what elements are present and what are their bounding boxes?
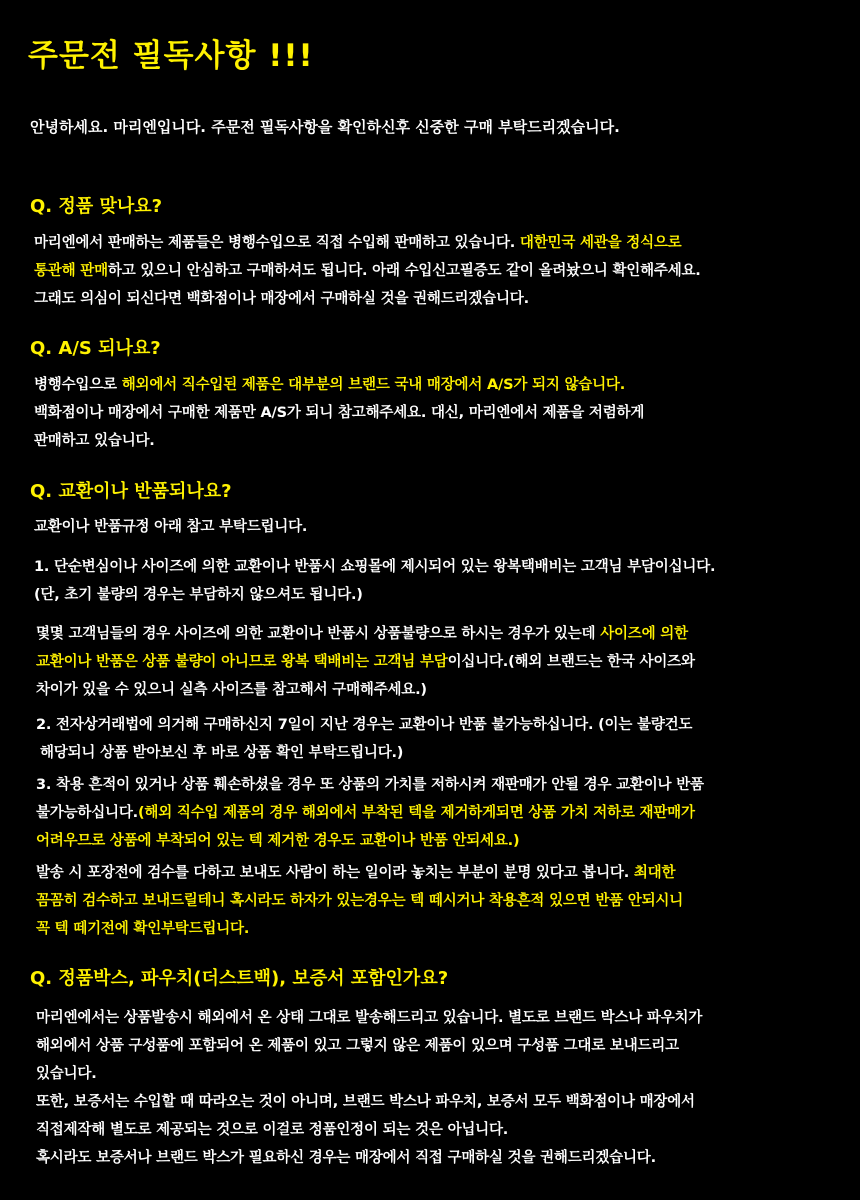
answer-box-pouch (36, 1004, 702, 1172)
exchange-rule-intro (34, 513, 307, 541)
exchange-rule-line: 교환이나 반품규정 아래 참고 부탁드립니다. (34, 519, 308, 535)
exchange-item-1 (34, 553, 715, 609)
highlight-text: 꼼꼼히 검수하고 보내드릴테니 혹시라도 하자가 있는경우는 텍 떼시거나 착용흔적 있으면 반품 안되시니 (36, 893, 684, 909)
exchange-size-note-line: 몇몇 고객님들의 경우 사이즈에 의한 교환이나 반품시 상품불량으로 하시는 경우가 있는데 (36, 626, 601, 642)
highlight-text: 통관해 판매 (34, 263, 108, 279)
highlight-text: 어려우므로 상품에 부착되어 있는 텍 제거한 경우도 교환이나 반품 안되세요.) (36, 833, 520, 849)
question-authentic: Q. 정품 맞나요? (30, 196, 163, 217)
exchange-item-2-line: 2. 전자상거래법에 의거해 구매하신지 7일이 지난 경우는 교환이나 반품 불가능하십니다. (이는 불량건도 (36, 717, 693, 733)
exchange-size-note (36, 620, 695, 704)
answer-as-line: 백화점이나 매장에서 구매한 제품만 A/S가 되니 참고해주세요. 대신, 마리엔에서 제품을 저렴하게 (34, 405, 645, 421)
question-exchange: Q. 교환이나 반품되나요? (30, 481, 232, 502)
shipping-inspection-note (36, 859, 683, 943)
answer-box-pouch-line: 마리엔에서는 상품발송시 해외에서 온 상태 그대로 발송해드리고 있습니다. 별도로 브랜드 박스나 파우치가 (36, 1010, 703, 1026)
highlight-text: 대한민국 세관을 정식으로 (519, 235, 682, 251)
exchange-item-2 (36, 711, 692, 767)
highlight-text: 해외에서 직수입된 제품은 대부분의 브랜드 국내 매장에서 A/S가 되지 않습니다. (121, 377, 626, 393)
page-title: 주문전 필독사항 !!! (28, 38, 314, 74)
exchange-item-1-line: (단, 초기 불량의 경우는 부담하지 않으셔도 됩니다.) (34, 587, 363, 603)
answer-box-pouch-line: 있습니다. (36, 1066, 97, 1082)
intro-text: 안녕하세요. 마리엔입니다. 주문전 필독사항을 확인하신후 신중한 구매 부탁드리겠습니다. (30, 118, 620, 136)
highlight-text: 교환이나 반품은 상품 불량이 아니므로 왕복 택배비는 고객님 부담 (36, 654, 448, 670)
exchange-item-3-line: 3. 착용 흔적이 있거나 상품 훼손하셨을 경우 또 상품의 가치를 저하시켜 재판매가 안될 경우 교환이나 반품 (36, 777, 704, 793)
answer-box-pouch-line: 직접제작해 별도로 제공되는 것으로 이걸로 정품인정이 되는 것은 아닙니다. (36, 1122, 509, 1138)
exchange-size-note-line: 차이가 있을 수 있으니 실측 사이즈를 참고해서 구매해주세요.) (36, 682, 427, 698)
highlight-text: (해외 직수입 제품의 경우 해외에서 부착된 텍을 제거하게되면 상품 가치 저하로 재판매가 (137, 805, 695, 821)
exchange-item-3-line: 불가능하십니다. (36, 805, 138, 821)
exchange-size-note-line: 이십니다.(해외 브랜드는 한국 사이즈와 (447, 654, 695, 670)
answer-authentic-line: 하고 있으니 안심하고 구매하셔도 됩니다. 아래 수입신고필증도 같이 올려놨으니 확인해주세요. (107, 263, 701, 279)
answer-box-pouch-line: 또한, 보증서는 수입할 때 따라오는 것이 아니며, 브랜드 박스나 파우치, 보증서 모두 백화점이나 매장에서 (36, 1094, 695, 1110)
answer-authentic-line: 그래도 의심이 되신다면 백화점이나 매장에서 구매하실 것을 권해드리겠습니다. (34, 291, 529, 307)
exchange-item-1-line: 1. 단순변심이나 사이즈에 의한 교환이나 반품시 쇼핑몰에 제시되어 있는 왕복택배비는 고객님 부담이십니다. (34, 559, 716, 575)
question-box-pouch: Q. 정품박스, 파우치(더스트백), 보증서 포함인가요? (30, 968, 449, 989)
shipping-inspection-line: 발송 시 포장전에 검수를 다하고 보내도 사람이 하는 일이라 놓치는 부분이 분명 있다고 봅니다. (36, 865, 634, 881)
highlight-text: 꼭 텍 떼기전에 확인부탁드립니다. (36, 921, 250, 937)
answer-box-pouch-line: 해외에서 상품 구성품에 포함되어 온 제품이 있고 그렇지 않은 제품이 있으며 구성품 그대로 보내드리고 (36, 1038, 679, 1054)
answer-as (34, 371, 644, 455)
answer-box-pouch-line: 혹시라도 보증서나 브랜드 박스가 필요하신 경우는 매장에서 직접 구매하실 것을 권해드리겠습니다. (36, 1150, 656, 1166)
answer-as-line: 병행수입으로 (34, 377, 122, 393)
answer-authentic-line: 마리엔에서 판매하는 제품들은 병행수입으로 직접 수입해 판매하고 있습니다. (34, 235, 520, 251)
exchange-item-3 (36, 771, 704, 855)
question-as: Q. A/S 되나요? (30, 338, 161, 359)
highlight-text: 최대한 (633, 865, 676, 881)
answer-authentic (34, 229, 701, 313)
exchange-item-2-line: 해당되니 상품 받아보신 후 바로 상품 확인 부탁드립니다.) (40, 745, 404, 761)
answer-as-line: 판매하고 있습니다. (34, 433, 155, 449)
highlight-text: 사이즈에 의한 (600, 626, 688, 642)
